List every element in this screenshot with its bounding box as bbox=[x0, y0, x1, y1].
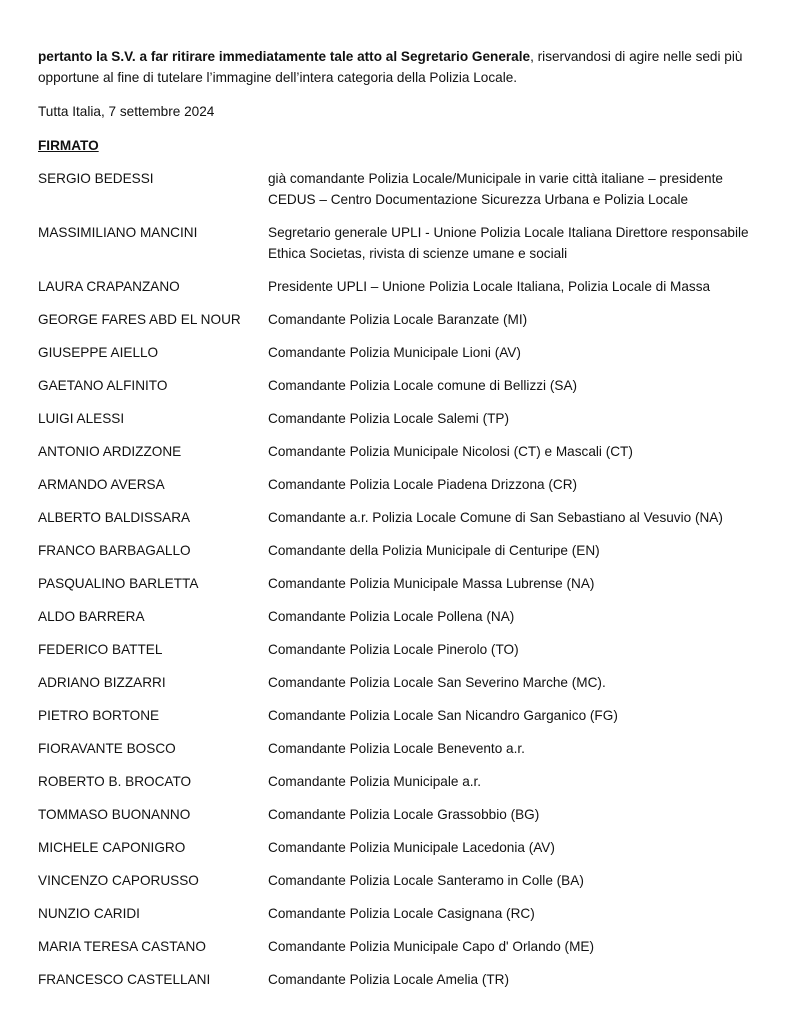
signatory-name: GAETANO ALFINITO bbox=[38, 378, 168, 393]
signatory-name: MARIA TERESA CASTANO bbox=[38, 939, 206, 954]
signatory-row bbox=[38, 222, 758, 264]
signatory-row bbox=[38, 408, 758, 429]
signatory-role: Comandante Polizia Locale Benevento a.r. bbox=[268, 741, 525, 756]
signatory-role: Comandante Polizia Municipale Nicolosi (CT) e Mascali (CT) bbox=[268, 444, 633, 459]
intro-bold-text: pertanto la S.V. a far ritirare immediatamente tale atto al Segretario Generale bbox=[38, 49, 531, 64]
signatory-row bbox=[38, 705, 758, 726]
signatory-row bbox=[38, 771, 758, 792]
signatory-row bbox=[38, 507, 758, 528]
signatory-row bbox=[38, 672, 758, 693]
signatory-name: SERGIO BEDESSI bbox=[38, 171, 154, 186]
signatory-name: ROBERTO B. BROCATO bbox=[38, 774, 192, 789]
signatory-role: Comandante Polizia Locale Salemi (TP) bbox=[268, 411, 510, 426]
signatory-role: Comandante Polizia Locale comune di Bellizzi (SA) bbox=[268, 378, 578, 393]
signatory-role: Comandante a.r. Polizia Locale Comune di San Sebastiano al Vesuvio (NA) bbox=[268, 510, 723, 525]
signatory-role: Comandante Polizia Locale Casignana (RC) bbox=[268, 906, 535, 921]
signed-heading: FIRMATO bbox=[38, 138, 99, 153]
signatory-name: LUIGI ALESSI bbox=[38, 411, 125, 426]
signatories-list bbox=[38, 168, 758, 1002]
signatory-name: MASSIMILIANO MANCINI bbox=[38, 225, 198, 240]
signatory-name: FEDERICO BATTEL bbox=[38, 642, 163, 657]
signatory-row bbox=[38, 168, 758, 210]
signatory-role: Comandante Polizia Municipale Massa Lubrense (NA) bbox=[268, 576, 595, 591]
signatory-role: Comandante Polizia Municipale Lacedonia (AV) bbox=[268, 840, 555, 855]
signatory-row bbox=[38, 936, 758, 957]
signatory-name: PASQUALINO BARLETTA bbox=[38, 576, 199, 591]
signatory-name: FRANCO BARBAGALLO bbox=[38, 543, 191, 558]
signatory-name: PIETRO BORTONE bbox=[38, 708, 160, 723]
signatory-name: NUNZIO CARIDI bbox=[38, 906, 140, 921]
signatory-row bbox=[38, 375, 758, 396]
signatory-row bbox=[38, 870, 758, 891]
signatory-row bbox=[38, 804, 758, 825]
intro-rest-text: , riservandosi di agire nelle sedi più opportune al fine di tutelare l’immagine dell’intera categoria della Polizia Locale. bbox=[38, 49, 743, 85]
signatory-row bbox=[38, 837, 758, 858]
signatory-row bbox=[38, 573, 758, 594]
signatory-name: TOMMASO BUONANNO bbox=[38, 807, 191, 822]
signatory-role: Comandante Polizia Locale Pollena (NA) bbox=[268, 609, 515, 624]
signatory-role: Presidente UPLI – Unione Polizia Locale Italiana, Polizia Locale di Massa bbox=[268, 279, 711, 294]
signatory-name: FRANCESCO CASTELLANI bbox=[38, 972, 211, 987]
signatory-row bbox=[38, 738, 758, 759]
signatory-role: Comandante Polizia Locale San Nicandro Garganico (FG) bbox=[268, 708, 618, 723]
signatory-role: Comandante Polizia Locale San Severino Marche (MC). bbox=[268, 675, 606, 690]
signatory-name: ANTONIO ARDIZZONE bbox=[38, 444, 182, 459]
signatory-name: FIORAVANTE BOSCO bbox=[38, 741, 176, 756]
signatory-row bbox=[38, 441, 758, 462]
signatory-role: Comandante Polizia Municipale Capo d' Orlando (ME) bbox=[268, 939, 594, 954]
signatory-row bbox=[38, 540, 758, 561]
signatory-row bbox=[38, 309, 758, 330]
signatory-role: Comandante Polizia Municipale a.r. bbox=[268, 774, 482, 789]
signatory-role: Comandante Polizia Municipale Lioni (AV) bbox=[268, 345, 521, 360]
signatory-name: ADRIANO BIZZARRI bbox=[38, 675, 166, 690]
signatory-name: GEORGE FARES ABD EL NOUR bbox=[38, 312, 241, 327]
signatory-row bbox=[38, 903, 758, 924]
signatory-row bbox=[38, 606, 758, 627]
signatory-row bbox=[38, 969, 758, 990]
signatory-role: Comandante Polizia Locale Pinerolo (TO) bbox=[268, 642, 519, 657]
signatory-role: Comandante Polizia Locale Santeramo in Colle (BA) bbox=[268, 873, 584, 888]
signatory-role: già comandante Polizia Locale/Municipale in varie città italiane – presidente CEDUS – Centro Documentazione Sicurezza Urbana e Polizia Locale bbox=[268, 171, 723, 207]
signatory-name: VINCENZO CAPORUSSO bbox=[38, 873, 199, 888]
signatory-name: ARMANDO AVERSA bbox=[38, 477, 165, 492]
signatory-name: LAURA CRAPANZANO bbox=[38, 279, 180, 294]
dateline: Tutta Italia, 7 settembre 2024 bbox=[38, 104, 215, 119]
signatory-name: MICHELE CAPONIGRO bbox=[38, 840, 186, 855]
signatory-row bbox=[38, 342, 758, 363]
signatory-name: GIUSEPPE AIELLO bbox=[38, 345, 159, 360]
signatory-row bbox=[38, 474, 758, 495]
signatory-row bbox=[38, 639, 758, 660]
signatory-role: Comandante Polizia Locale Baranzate (MI) bbox=[268, 312, 528, 327]
signatory-row bbox=[38, 276, 758, 297]
signatory-role: Comandante della Polizia Municipale di Centuripe (EN) bbox=[268, 543, 600, 558]
signatory-role: Segretario generale UPLI - Unione Polizia Locale Italiana Direttore responsabile Ethica Societas, rivista di scienze umane e sociali bbox=[268, 225, 749, 261]
signatory-role: Comandante Polizia Locale Piadena Drizzona (CR) bbox=[268, 477, 578, 492]
signatory-role: Comandante Polizia Locale Grassobbio (BG) bbox=[268, 807, 540, 822]
intro-paragraph bbox=[38, 46, 758, 88]
signatory-name: ALDO BARRERA bbox=[38, 609, 145, 624]
signatory-name: ALBERTO BALDISSARA bbox=[38, 510, 191, 525]
signatory-role: Comandante Polizia Locale Amelia (TR) bbox=[268, 972, 510, 987]
